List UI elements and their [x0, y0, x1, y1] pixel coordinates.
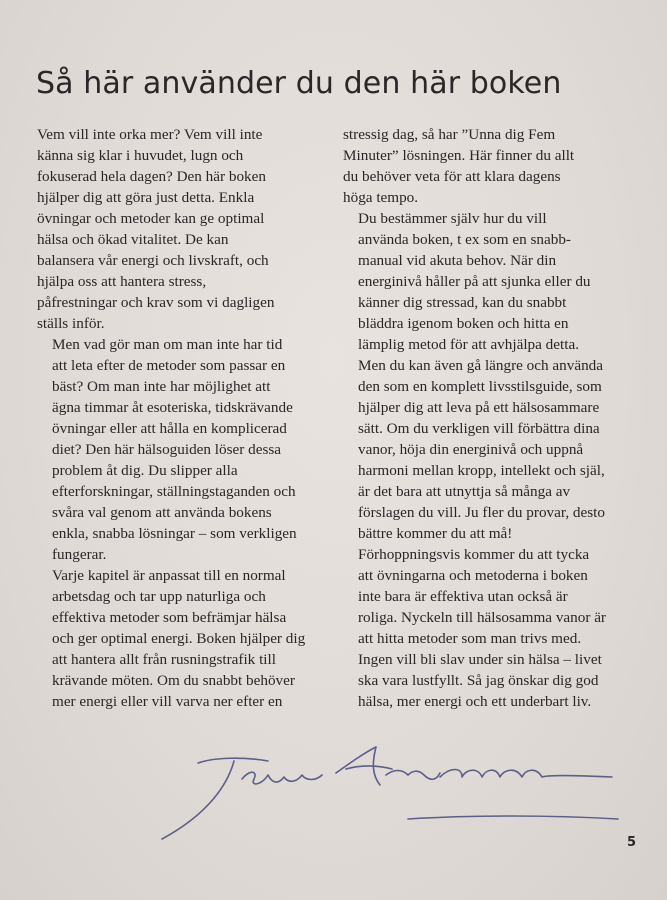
text-line: effektiva metoder som befrämjar hälsa: [52, 609, 287, 626]
paragraph: [37, 334, 337, 565]
text-line: stressig dag, så har ”Unna dig Fem: [343, 126, 556, 143]
text-line: påfrestningar och krav som vi dagligen: [37, 294, 275, 311]
text-line: enkla, snabba lösningar – som verkligen: [52, 525, 297, 542]
text-line: den som en komplett livsstilsguide, som: [358, 378, 602, 395]
author-signature: [150, 735, 630, 845]
right-column: [343, 124, 643, 712]
text-line: svåra val genom att använda bokens: [52, 504, 272, 521]
paragraph: [343, 124, 643, 208]
text-line: Ingen vill bli slav under sin hälsa – livet: [358, 651, 602, 668]
page-heading: Så här använder du den här boken: [36, 66, 562, 101]
left-column: [37, 124, 337, 712]
text-line: ägna timmar åt esoteriska, tidskrävande: [52, 399, 293, 416]
text-line: sätt. Om du verkligen vill förbättra dina: [358, 420, 600, 437]
text-line: balansera vår energi och livskraft, och: [37, 252, 269, 269]
paragraph: [37, 565, 337, 712]
text-line: lämplig metod för att avhjälpa detta.: [358, 336, 579, 353]
text-line: du behöver veta för att klara dagens: [343, 168, 561, 185]
text-line: att övningarna och metoderna i boken: [358, 567, 588, 584]
text-line: vanor, höja din energinivå och uppnå: [358, 441, 584, 458]
paragraph: [37, 124, 337, 334]
text-line: diet? Den här hälsoguiden löser dessa: [52, 441, 282, 458]
text-line: hjälper dig att leva på ett hälsosammare: [358, 399, 600, 416]
text-line: bäst? Om man inte har möjlighet att: [52, 378, 271, 395]
text-line: mer energi eller vill varva ner efter en: [52, 693, 283, 710]
text-line: inte bara är effektiva utan också är: [358, 588, 568, 605]
text-line: problem åt dig. Du slipper alla: [52, 462, 238, 479]
text-line: känna sig klar i huvudet, lugn och: [37, 147, 244, 164]
text-line: att leta efter de metoder som passar en: [52, 357, 286, 374]
text-line: Minuter” lösningen. Här finner du allt: [343, 147, 575, 164]
text-line: bläddra igenom boken och hitta en: [358, 315, 569, 332]
text-line: hälsa, mer energi och ett underbart liv.: [358, 693, 592, 710]
text-line: Men du kan även gå längre och använda: [358, 357, 604, 374]
text-line: förslagen du vill. Ju fler du provar, desto: [358, 504, 605, 521]
text-line: roliga. Nyckeln till hälsosamma vanor är: [358, 609, 606, 626]
page-number: 5: [627, 835, 637, 850]
text-line: övningar eller att hålla en komplicerad: [52, 420, 287, 437]
text-line: hälsa och ökad vitalitet. De kan: [37, 231, 229, 248]
text-line: energinivå håller på att sjunka eller du: [358, 273, 591, 290]
text-line: Varje kapitel är anpassat till en normal: [52, 567, 286, 584]
text-line: höga tempo.: [343, 189, 419, 206]
text-line: Du bestämmer själv hur du vill: [358, 210, 547, 227]
text-line: Förhoppningsvis kommer du att tycka: [358, 546, 590, 563]
text-line: fokuserad hela dagen? Den här boken: [37, 168, 266, 185]
text-line: Vem vill inte orka mer? Vem vill inte: [37, 126, 263, 143]
paragraph: [343, 208, 643, 544]
text-line: hjälpa oss att hantera stress,: [37, 273, 207, 290]
text-line: är det bara att utnyttja så många av: [358, 483, 571, 500]
text-line: och ger optimal energi. Boken hjälper dig: [52, 630, 306, 647]
text-line: efterforskningar, ställningstaganden och: [52, 483, 296, 500]
paragraph: [343, 544, 643, 712]
text-line: att hantera allt från rusningstrafik till: [52, 651, 276, 668]
text-line: att hitta metoder som man trivs med.: [358, 630, 582, 647]
text-line: krävande möten. Om du snabbt behöver: [52, 672, 295, 689]
text-line: Men vad gör man om man inte har tid: [52, 336, 283, 353]
text-line: känner dig stressad, kan du snabbt: [358, 294, 567, 311]
text-line: fungerar.: [52, 546, 107, 563]
text-line: arbetsdag och tar upp naturliga och: [52, 588, 266, 605]
text-line: hjälper dig att göra just detta. Enkla: [37, 189, 255, 206]
text-line: ska vara lustfyllt. Så jag önskar dig god: [358, 672, 599, 689]
text-line: ställs inför.: [37, 315, 105, 332]
text-line: harmoni mellan kropp, intellekt och själ,: [358, 462, 605, 479]
text-line: använda boken, t ex som en snabb-: [358, 231, 571, 248]
text-line: bättre kommer du att må!: [358, 525, 513, 542]
text-line: övningar och metoder kan ge optimal: [37, 210, 265, 227]
text-line: manual vid akuta behov. När din: [358, 252, 557, 269]
